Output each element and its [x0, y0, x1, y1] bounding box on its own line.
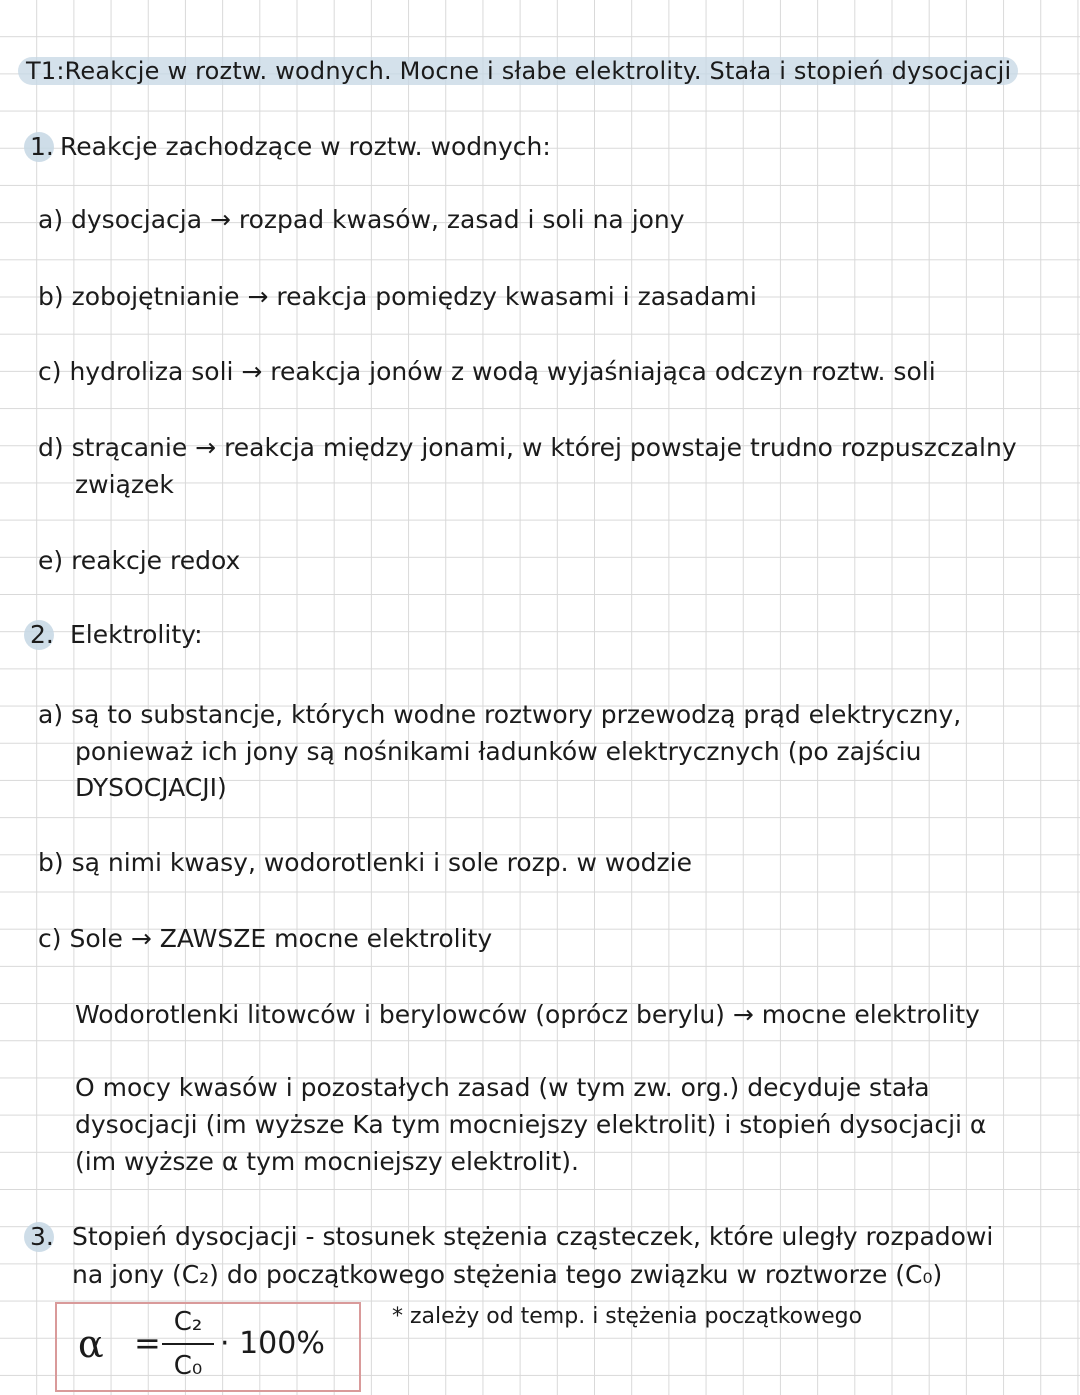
strength-line-3: (im wyższe α tym mocniejszy elektrolit). [75, 1147, 579, 1176]
dissociation-degree-def-1: Stopień dysocjacji - stosunek stężenia cząsteczek, które uległy rozpadowi [72, 1222, 994, 1251]
page-title: T1:Reakcje w roztw. wodnych. Mocne i słabe elektrolity. Stała i stopień dysocjacji [26, 57, 1012, 85]
dissociation-degree-def-2: na jony (C₂) do początkowego stężenia tego związku w roztworze (C₀) [72, 1260, 943, 1289]
electrolytes-examples: b) są nimi kwasy, wodorotlenki i sole rozp. w wodzie [38, 848, 692, 877]
electrolytes-def-line-1: a) są to substancje, których wodne roztwory przewodzą prąd elektryczny, [38, 700, 962, 729]
formula-equals: = [134, 1324, 161, 1362]
fraction-bar [162, 1343, 214, 1345]
formula-fraction [162, 1305, 214, 1383]
hydroxides-strong: Wodorotlenki litowców i berylowców (oprócz berylu) → mocne elektrolity [75, 1000, 980, 1029]
dependency-note: * zależy od temp. i stężenia początkowego [392, 1304, 863, 1329]
item-dysocjacja: a) dysocjacja → rozpad kwasów, zasad i soli na jony [38, 205, 685, 234]
formula-denominator: C₀ [173, 1351, 203, 1381]
item-hydroliza: c) hydroliza soli → reakcja jonów z wodą wyjaśniająca odczyn roztw. soli [38, 357, 936, 386]
electrolytes-def-line-2: ponieważ ich jony są nośnikami ładunków elektrycznych (po zajściu [75, 737, 922, 766]
item-stracanie-cont: związek [75, 470, 174, 499]
item-redox: e) reakcje redox [38, 546, 241, 575]
formula-percent: · 100% [220, 1326, 325, 1361]
formula-numerator: C₂ [173, 1307, 203, 1337]
electrolytes-def-line-3: DYSOCJACJI) [75, 773, 227, 802]
section-1-heading: Reakcje zachodzące w roztw. wodnych: [60, 132, 551, 161]
salts-strong: c) Sole → ZAWSZE mocne elektrolity [38, 924, 493, 953]
section-3-number: 3. [30, 1222, 54, 1251]
item-stracanie: d) strącanie → reakcja między jonami, w której powstaje trudno rozpuszczalny [38, 433, 1017, 462]
item-zobojetnianie: b) zobojętnianie → reakcja pomiędzy kwasami i zasadami [38, 282, 757, 311]
strength-line-1: O mocy kwasów i pozostałych zasad (w tym zw. org.) decyduje stała [75, 1073, 930, 1102]
strength-line-2: dysocjacji (im wyższe Ka tym mocniejszy elektrolit) i stopień dysocjacji α [75, 1110, 987, 1139]
section-2-number: 2. [30, 620, 54, 649]
section-1-number: 1. [30, 132, 54, 161]
section-2-heading: Elektrolity: [70, 620, 203, 649]
formula-alpha: α [78, 1322, 104, 1366]
